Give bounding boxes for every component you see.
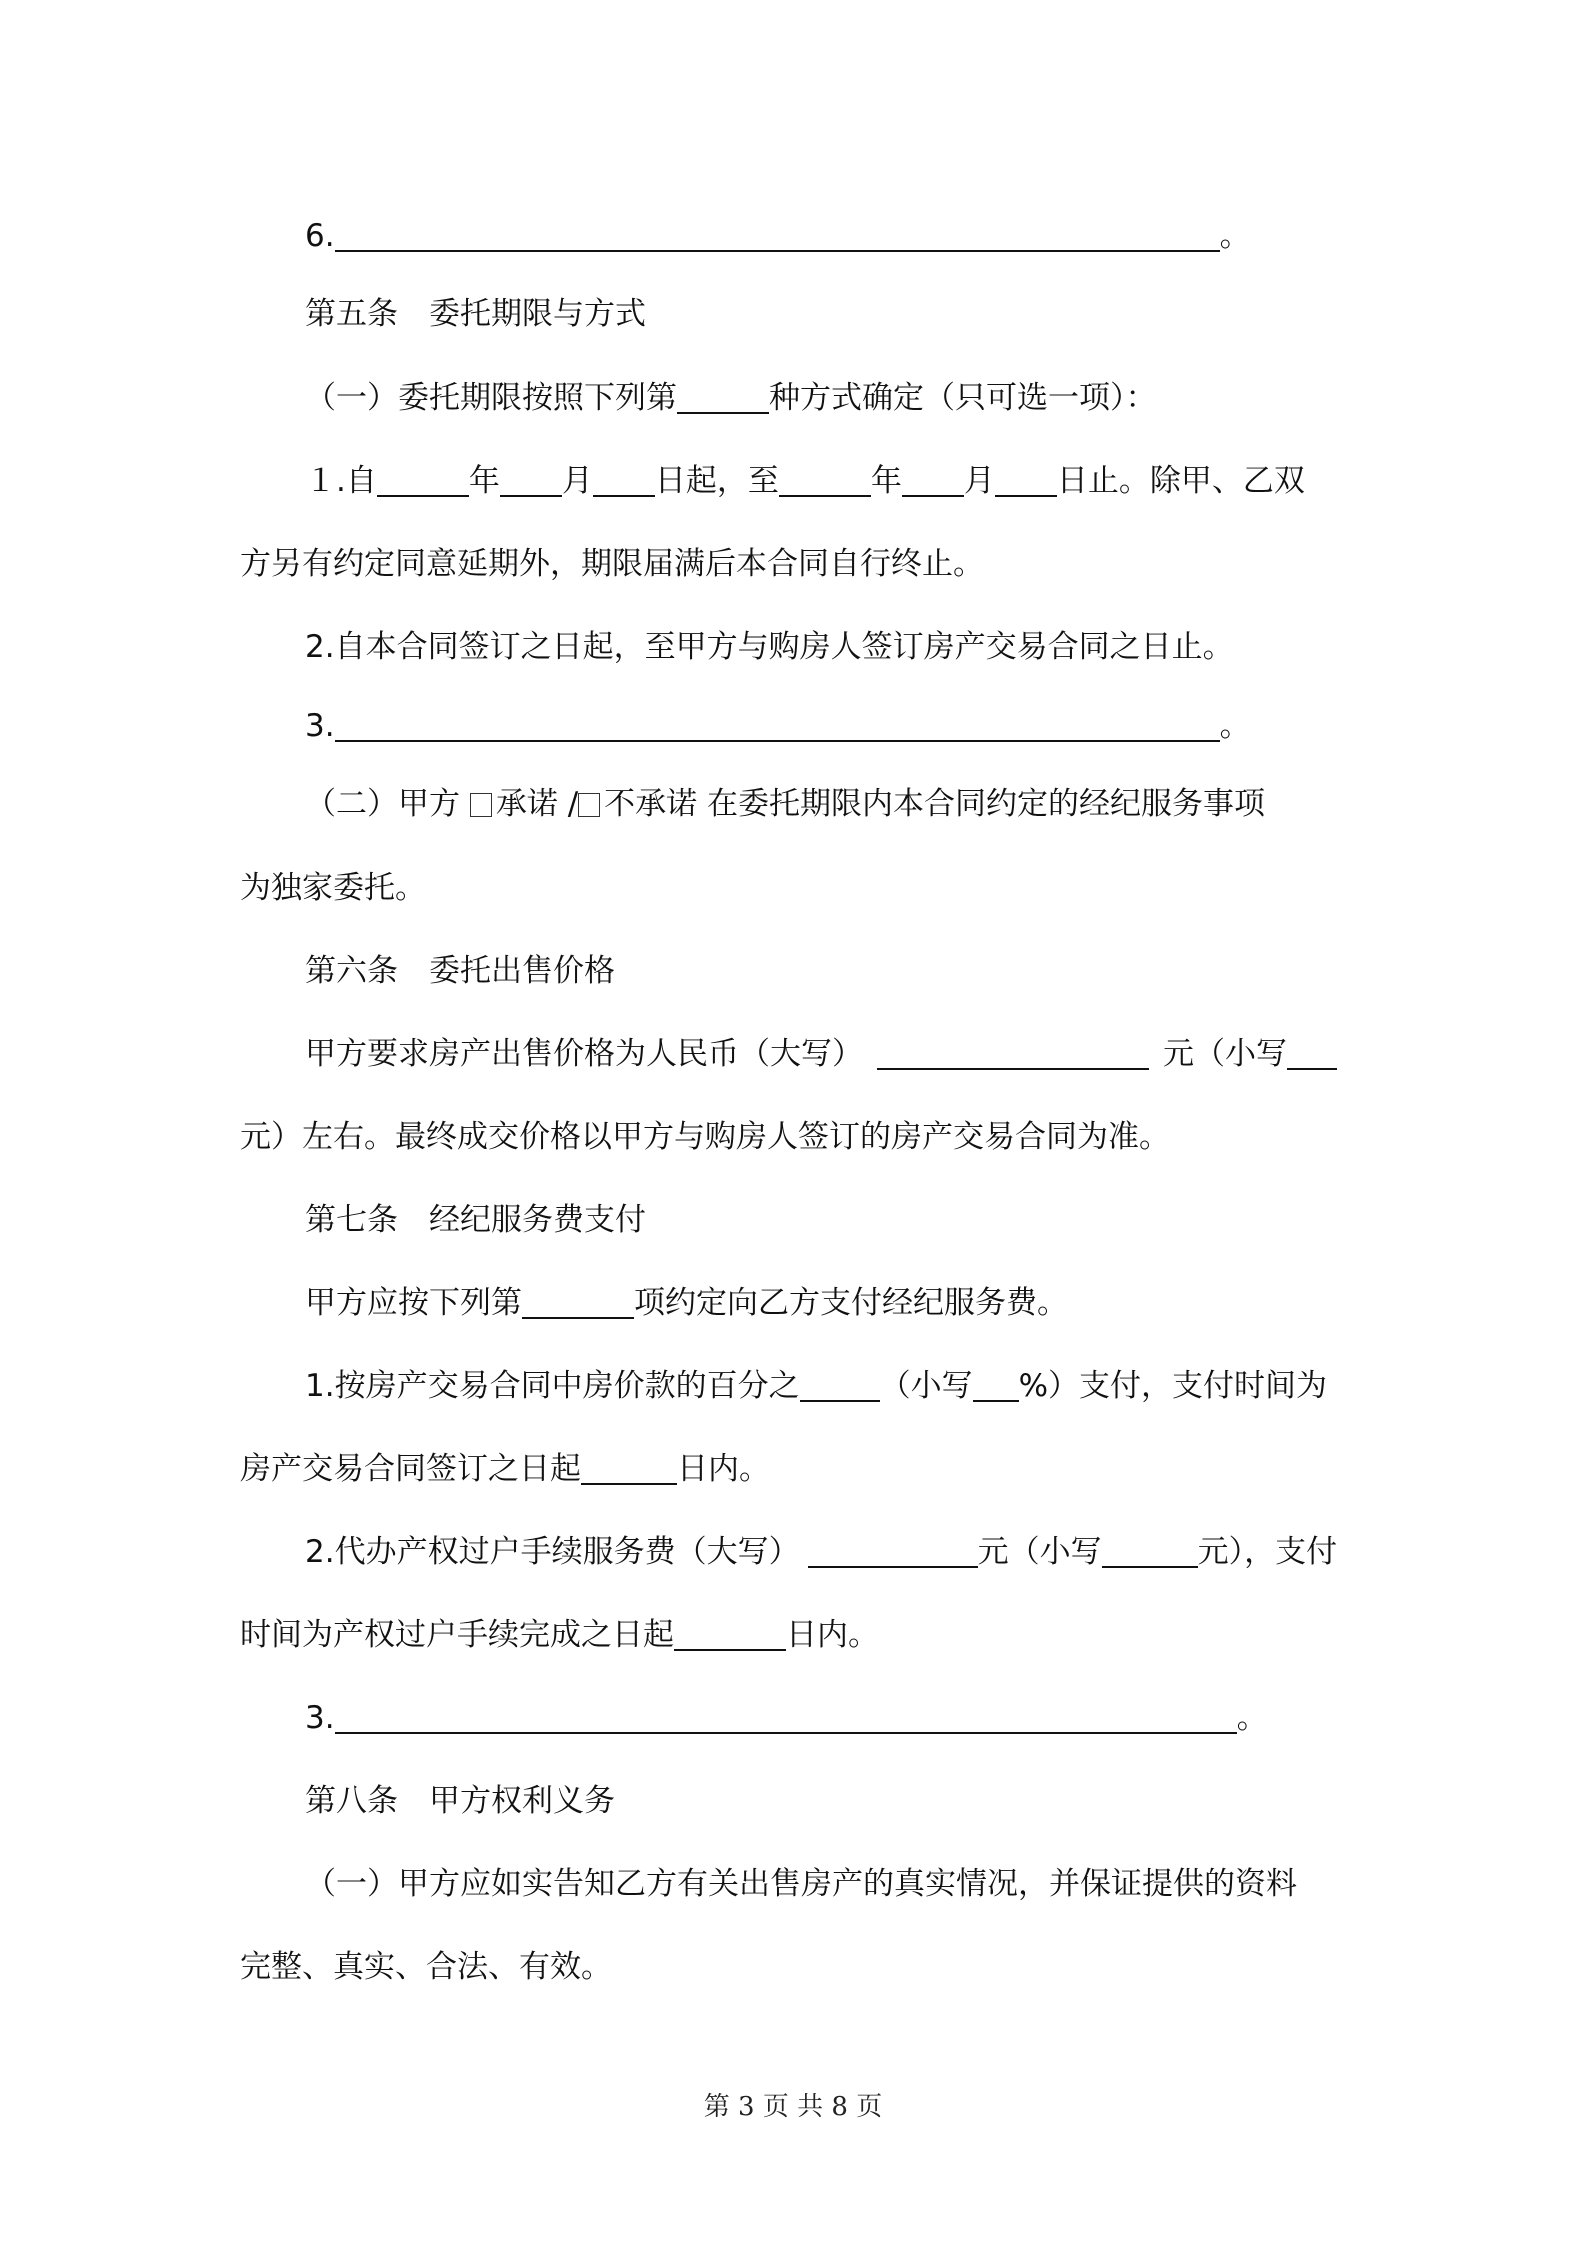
section-2-exclusive	[305, 782, 1265, 826]
text-segment: 2.代办产权过户手续服务费（大写）	[305, 1534, 800, 1570]
blank-price-uppercase[interactable]	[877, 1038, 1149, 1070]
text-segment: 项约定向乙方支付经纪服务费。	[634, 1285, 1068, 1321]
blank-field[interactable]	[335, 710, 1220, 742]
text-segment: 元（小写	[977, 1534, 1102, 1570]
text-segment: 在委托期限内本合同约定的经纪服务事项	[707, 786, 1266, 822]
text-segment: 年	[870, 463, 902, 499]
article-6-heading: 第六条 委托出售价格	[305, 953, 615, 989]
promise-checkbox[interactable]	[470, 793, 492, 817]
blank-field[interactable]	[335, 220, 1220, 252]
blank-end-month[interactable]	[902, 465, 964, 497]
blank-method-number[interactable]	[677, 382, 769, 414]
text-segment: %）支付，支付时间为	[1018, 1368, 1328, 1404]
blank-transfer-fee-lowercase[interactable]	[1102, 1536, 1198, 1568]
text-segment: 日止。除甲、乙双	[1056, 463, 1305, 499]
text-segment: （小写	[879, 1368, 973, 1404]
text-segment: 甲方要求房产出售价格为人民币（大写）	[305, 1036, 863, 1072]
blank-transfer-days[interactable]	[674, 1619, 786, 1651]
item-number: 3.	[305, 708, 335, 744]
text-segment: 1.按房产交易合同中房价款的百分之	[305, 1368, 800, 1404]
blank-percent-lowercase[interactable]	[973, 1370, 1019, 1402]
fee-item-1	[305, 1364, 1327, 1408]
fee-item-2	[305, 1530, 1337, 1574]
party-a-obligation-1-continued: 完整、真实、合法、有效。	[240, 1949, 612, 1985]
item-number: 6.	[305, 218, 335, 254]
text-segment: 甲方应按下列第	[305, 1285, 522, 1321]
text-segment: （二）甲方	[305, 786, 460, 822]
term-item-1	[305, 459, 1305, 503]
blank-field[interactable]	[335, 1702, 1237, 1734]
article-5-heading: 第五条 委托期限与方式	[305, 296, 646, 332]
clause-item-6	[305, 214, 1251, 258]
article-7-heading: 第七条 经纪服务费支付	[305, 1202, 646, 1238]
text-segment: １.自	[305, 463, 377, 499]
article-8-heading: 第八条 甲方权利义务	[305, 1783, 615, 1819]
fee-item-2-continued	[240, 1613, 879, 1657]
blank-payment-days[interactable]	[581, 1453, 677, 1485]
no-promise-checkbox[interactable]	[578, 793, 600, 817]
text-segment: 日内。	[786, 1617, 879, 1653]
fee-item-1-continued	[240, 1447, 770, 1491]
text-segment: 年	[468, 463, 500, 499]
fee-clause-intro	[305, 1281, 1068, 1325]
blank-start-day[interactable]	[593, 465, 655, 497]
blank-transfer-fee-uppercase[interactable]	[808, 1536, 978, 1568]
punctuation: 。	[1219, 218, 1251, 254]
blank-fee-option[interactable]	[522, 1287, 634, 1319]
text-segment: 时间为产权过户手续完成之日起	[240, 1617, 674, 1653]
section-1-term-method	[305, 376, 1157, 420]
text-segment: 元（小写	[1163, 1036, 1287, 1072]
term-item-1-continued: 方另有约定同意延期外，期限届满后本合同自行终止。	[240, 546, 984, 582]
text-segment: （一）委托期限按照下列第	[305, 380, 677, 416]
text-segment: 月	[963, 463, 995, 499]
option-separator: /	[567, 786, 579, 822]
page-number: 第 3 页 共 8 页	[703, 2092, 883, 2122]
price-clause-continued: 元）左右。最终成交价格以甲方与购房人签订的房产交易合同为准。	[240, 1119, 1170, 1155]
blank-percent-uppercase[interactable]	[800, 1370, 880, 1402]
blank-end-year[interactable]	[779, 465, 871, 497]
promise-label: 承诺	[495, 786, 558, 822]
blank-end-day[interactable]	[995, 465, 1057, 497]
fee-item-3	[305, 1696, 1268, 1740]
punctuation: 。	[1236, 1700, 1268, 1736]
blank-start-year[interactable]	[377, 465, 469, 497]
blank-price-lowercase[interactable]	[1287, 1038, 1337, 1070]
punctuation: 。	[1219, 708, 1251, 744]
text-segment: 日内。	[677, 1451, 770, 1487]
price-clause	[305, 1032, 1337, 1076]
text-segment: 元），支付	[1197, 1534, 1338, 1570]
text-segment: 日起，至	[654, 463, 779, 499]
text-segment: 房产交易合同签订之日起	[240, 1451, 581, 1487]
text-segment: 种方式确定（只可选一项）：	[769, 380, 1157, 416]
blank-start-month[interactable]	[500, 465, 562, 497]
section-2-continued: 为独家委托。	[240, 870, 426, 906]
term-item-3	[305, 704, 1251, 748]
party-a-obligation-1: （一）甲方应如实告知乙方有关出售房产的真实情况，并保证提供的资料	[305, 1866, 1297, 1902]
item-number: 3.	[305, 1700, 335, 1736]
no-promise-label: 不承诺	[604, 786, 698, 822]
term-item-2: 2.自本合同签订之日起，至甲方与购房人签订房产交易合同之日止。	[305, 629, 1234, 665]
text-segment: 月	[561, 463, 593, 499]
